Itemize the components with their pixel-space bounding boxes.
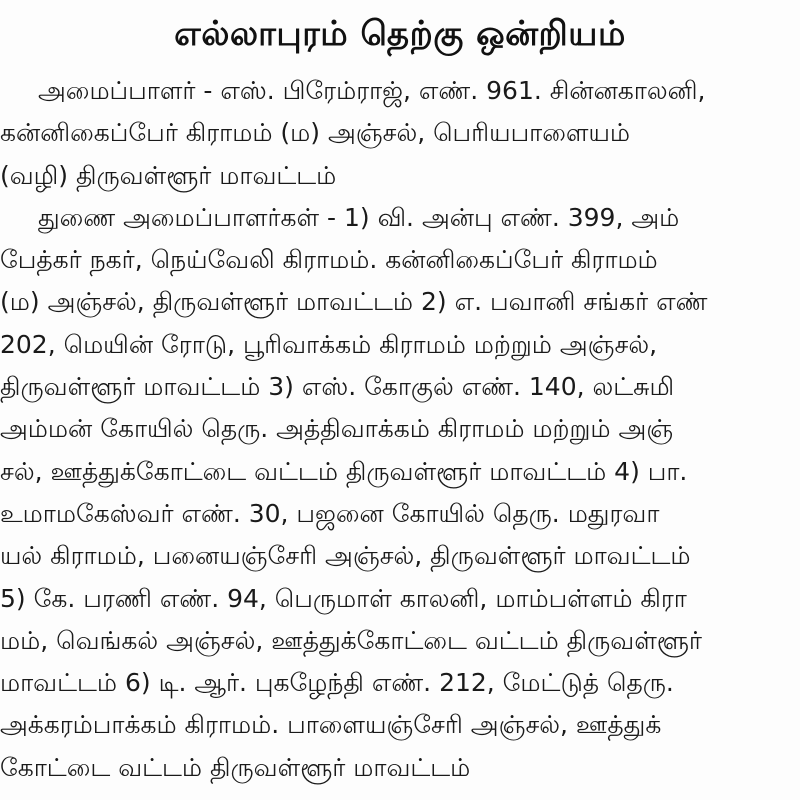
text-line: சல், ஊத்துக்கோட்டை வட்டம் திருவள்ளூர் மாவட்டம் 4) பா. — [0, 456, 688, 486]
text-line: அமைப்பாளர் - எஸ். பிரேம்ராஜ், எண். 961. சின்னகாலனி, — [38, 76, 706, 105]
text-line: கோட்டை வட்டம் திருவள்ளூர் மாவட்டம் — [0, 752, 471, 782]
text-line: மம், வெங்கல் அஞ்சல், ஊத்துக்கோட்டை வட்டம் திருவள்ளூர் — [0, 625, 702, 655]
text-line: (ம) அஞ்சல், திருவள்ளூர் மாவட்டம் 2) எ. பவானி சங்கர் எண் — [0, 287, 708, 317]
text-line: (வழி) திருவள்ளூர் மாவட்டம் — [0, 160, 337, 190]
text-line: மாவட்டம் 6) டி. ஆர். புகழேந்தி எண். 212, மேட்டுத் தெரு. — [0, 668, 674, 698]
text-line: பேத்கர் நகர், நெய்வேலி கிராமம். கன்னிகைப்பேர் கிராமம் — [0, 245, 658, 275]
text-line: திருவள்ளூர் மாவட்டம் 3) எஸ். கோகுல் எண். 140, லட்சுமி — [0, 372, 675, 402]
text-line: 202, மெயின் ரோடு, பூரிவாக்கம் கிராமம் மற்றும் அஞ்சல், — [0, 329, 658, 359]
text-line: கன்னிகைப்பேர் கிராமம் (ம) அஞ்சல், பெரியபாளையம் — [0, 118, 631, 148]
text-line: அம்மன் கோயில் தெரு. அத்திவாக்கம் கிராமம் மற்றும் அஞ் — [0, 414, 674, 444]
page-title: எல்லாபுரம் தெற்கு ஒன்றியம் — [174, 14, 626, 54]
text-line: 5) கே. பரணி எண். 94, பெருமாள் காலனி, மாம்பள்ளம் கிரா — [0, 583, 687, 613]
body-text — [0, 70, 800, 789]
text-line: அக்கரம்பாக்கம் கிராமம். பாளையஞ்சேரி அஞ்சல், ஊத்துக் — [0, 710, 662, 740]
text-line: துணை அமைப்பாளர்கள் - 1) வி. அன்பு எண். 399, அம் — [38, 202, 680, 232]
text-line: உமாமகேஸ்வர் எண். 30, பஜனை கோயில் தெரு. மதுரவா — [0, 498, 660, 528]
text-line: யல் கிராமம், பனையஞ்சேரி அஞ்சல், திருவள்ளூர் மாவட்டம் — [0, 541, 691, 571]
